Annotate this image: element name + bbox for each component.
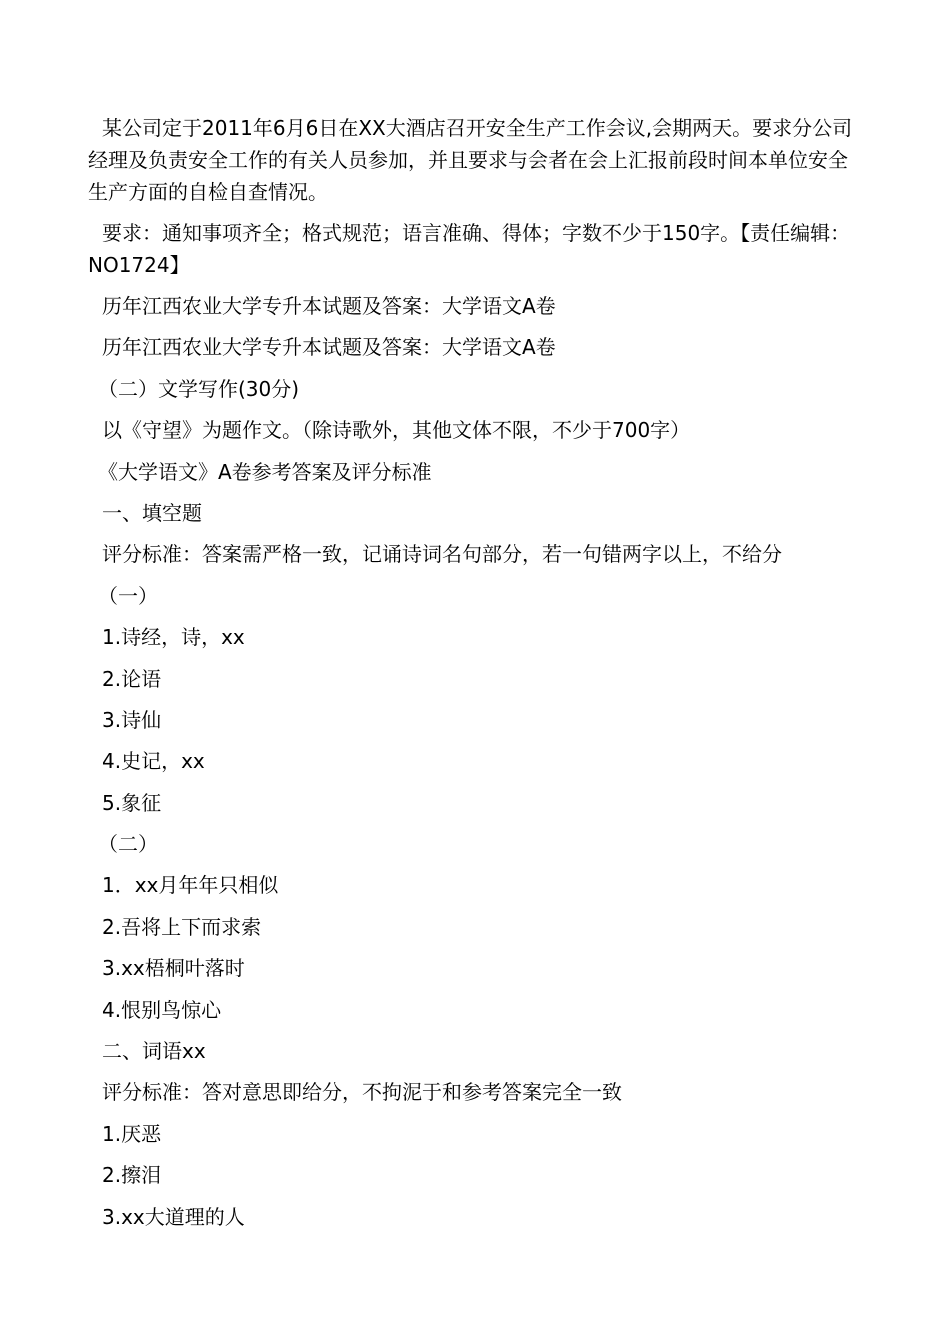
exam-title-line: 历年江西农业大学专升本试题及答案：大学语文A卷 bbox=[102, 335, 556, 360]
section-heading: 二、词语xx bbox=[102, 1039, 206, 1064]
answer-item: 5.象征 bbox=[102, 790, 162, 815]
grading-criteria: 评分标准：答案需严格一致，记诵诗词名句部分，若一句错两字以上，不给分 bbox=[102, 542, 782, 567]
answer-item: 2.吾将上下而求索 bbox=[102, 914, 262, 939]
exam-title-line: 历年江西农业大学专升本试题及答案：大学语文A卷 bbox=[102, 294, 556, 318]
answer-item: 3.诗仙 bbox=[102, 707, 162, 732]
answer-item: 4.史记，xx bbox=[102, 749, 205, 774]
body-paragraph-task: 某公司定于2011年6月6日在XX大酒店召开安全生产工作会议,会期两天。要求分公司经理及负责安全工作的有关人员参加，并且要求与会者在会上汇报前段时间本单位安全生产方面的自检自查情况。 bbox=[88, 116, 853, 204]
subsection-heading: （一） bbox=[98, 583, 158, 608]
section-heading: 一、填空题 bbox=[102, 500, 202, 525]
answer-item: 1.厌恶 bbox=[102, 1121, 162, 1146]
subsection-heading: （二） bbox=[98, 832, 158, 857]
answer-item: 3.xx梧桐叶落时 bbox=[102, 956, 245, 981]
answer-item: 1.诗经，诗，xx bbox=[102, 625, 245, 650]
answer-key-title: 《大学语文》A卷参考答案及评分标准 bbox=[98, 459, 432, 484]
grading-criteria: 评分标准：答对意思即给分，不拘泥于和参考答案完全一致 bbox=[102, 1080, 622, 1105]
section-heading: （二）文学写作(30分) bbox=[98, 376, 300, 401]
answer-item: 2.擦泪 bbox=[102, 1163, 162, 1188]
body-paragraph-requirements: 要求：通知事项齐全；格式规范；语言准确、得体；字数不少于150字。【责任编辑：NO1724】 bbox=[88, 221, 851, 277]
document-body bbox=[88, 112, 863, 1242]
answer-item: 1．xx月年年只相似 bbox=[102, 873, 279, 898]
answer-item: 2.论语 bbox=[102, 666, 162, 691]
answer-item: 4.恨别鸟惊心 bbox=[102, 997, 222, 1022]
essay-prompt: 以《守望》为题作文。（除诗歌外，其他文体不限，不少于700字） bbox=[102, 418, 691, 443]
answer-item: 3.xx大道理的人 bbox=[102, 1204, 245, 1229]
